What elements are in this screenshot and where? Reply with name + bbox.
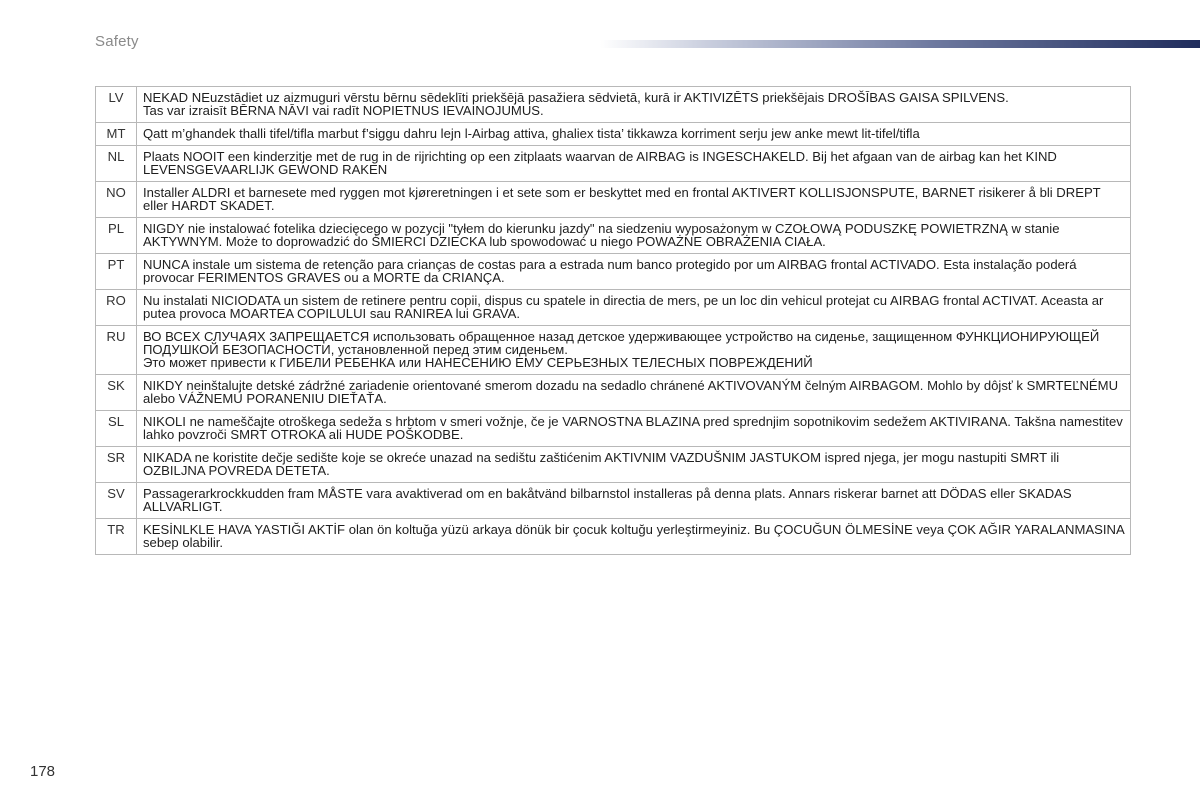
warning-text-line: Installer ALDRI et barnesete med ryggen mot kjøreretningen i et sete som er beskyttet med en frontal AKTIVERT KOLLISJONSPUTE, BARNET risikerer å bli DREPT eller HARDT SKADET. [143, 185, 1101, 213]
header-gradient-bar [600, 40, 1200, 48]
language-code: SK [96, 375, 137, 411]
warning-text [137, 218, 1131, 254]
language-code: SV [96, 483, 137, 519]
warning-row-sr [96, 447, 1131, 483]
warning-row-sk [96, 375, 1131, 411]
language-code: TR [96, 519, 137, 555]
language-code: NL [96, 146, 137, 182]
warning-text-line: NIKDY neinštalujte detské zádržné zariadenie orientované smerom dozadu na sedadlo chránené AKTIVOVANÝM čelným AIRBAGOM. Mohlo by dôjsť k SMRTEĽNÉMU alebo VÁŽNEMU PORANENIU DIEŤAŤA. [143, 378, 1119, 406]
warning-text [137, 146, 1131, 182]
language-code: RO [96, 290, 137, 326]
warning-text [137, 519, 1131, 555]
warning-text-line: Nu instalati NICIODATA un sistem de retinere pentru copii, dispus cu spatele in directia de mers, pe un loc din vehicul protejat cu AIRBAG frontal ACTIVAT. Aceasta ar putea provoca MOARTEA COPILULUI sau RANIREA lui GRAVA. [143, 293, 1104, 321]
warning-row-no [96, 182, 1131, 218]
warning-table-body [96, 87, 1131, 555]
warning-row-mt [96, 123, 1131, 146]
warning-text [137, 182, 1131, 218]
warning-row-lv [96, 87, 1131, 123]
warning-text-line: Qatt m’ghandek thalli tifel/tifla marbut f’siggu dahru lejn l-Airbag attiva, ghaliex tista’ tikkawza korriment serju jew anke mewt lit-tifel/tifla [143, 126, 920, 141]
warning-row-tr [96, 519, 1131, 555]
language-code: SL [96, 411, 137, 447]
section-title: Safety [95, 33, 139, 50]
warning-text-line: NEKAD NEuzstādiet uz aizmuguri vērstu bērnu sēdeklīti priekšējā pasažiera sēdvietā, kurā ir AKTIVIZĒTS priekšējais DROŠĪBAS GAISA SPILVENS. [143, 90, 1009, 105]
airbag-warning-table [95, 86, 1131, 555]
language-code: NO [96, 182, 137, 218]
warning-row-sv [96, 483, 1131, 519]
warning-row-pt [96, 254, 1131, 290]
warning-text [137, 411, 1131, 447]
language-code: PL [96, 218, 137, 254]
warning-text-line: KESİNLKLE HAVA YASTIĞI AKTİF olan ön koltuğa yüzü arkaya dönük bir çocuk koltuğu yerleştirmeyiniz. Bu ÇOCUĞUN ÖLMESİNE veya ÇOK AĞIR YARALANMASINA sebep olabilir. [143, 522, 1124, 550]
warning-text-line: Tas var izraisīt BĒRNA NĀVI vai radīt NOPIETNUS IEVAINOJUMUS. [143, 103, 544, 118]
warning-row-sl [96, 411, 1131, 447]
warning-text-line: ВО ВСЕХ СЛУЧАЯХ ЗАПРЕЩАЕТСЯ использовать обращенное назад детское удерживающее устройство на сиденье, защищенном ФУНКЦИОНИРУЮЩЕЙ ПОДУШКОЙ БЕЗОПАСНОСТИ, установленной перед этим сиденьем. [143, 329, 1100, 357]
warning-text [137, 375, 1131, 411]
warning-text-line: NIGDY nie instalować fotelika dziecięcego w pozycji "tyłem do kierunku jazdy" na siedzeniu wyposażonym w CZOŁOWĄ PODUSZKĘ POWIETRZNĄ w stanie AKTYWNYM. Może to doprowadzić do ŚMIERCI DZIECKA lub spowodować u niego POWAŻNE OBRAŻENIA CIAŁA. [143, 221, 1060, 249]
warning-text-line: NIKADA ne koristite dečje sedište koje se okreće unazad na sedištu zaštićenim AKTIVNIM VAZDUŠNIM JASTUKOM ispred njega, jer mogu nastupiti SMRT ili OZBILJNA POVREDA DETETA. [143, 450, 1060, 478]
warning-text-line: Passagerarkrockkudden fram MÅSTE vara avaktiverad om en bakåtvänd bilbarnstol installeras på denna plats. Annars riskerar barnet att DÖDAS eller SKADAS ALLVARLIGT. [143, 486, 1072, 514]
warning-row-ro [96, 290, 1131, 326]
warning-text [137, 123, 1131, 146]
language-code: LV [96, 87, 137, 123]
warning-text [137, 290, 1131, 326]
warning-text-line: Это может привести к ГИБЕЛИ РЕБЕНКА или НАНЕСЕНИЮ ЕМУ СЕРЬЕЗНЫХ ТЕЛЕСНЫХ ПОВРЕЖДЕНИЙ [143, 355, 813, 370]
page-number: 178 [30, 763, 56, 780]
warning-text [137, 447, 1131, 483]
warning-text-line: NIKOLI ne nameščajte otroškega sedeža s hrbtom v smeri vožnje, če je VARNOSTNA BLAZINA pred sprednjim sopotnikovim sedežem AKTIVIRANA. Takšna namestitev lahko povzroči SMRT OTROKA ali HUDE POŠKODBE. [143, 414, 1123, 442]
warning-text [137, 483, 1131, 519]
warning-text [137, 87, 1131, 123]
warning-text-line: Plaats NOOIT een kinderzitje met de rug in de rijrichting op een zitplaats waarvan de AIRBAG is INGESCHAKELD. Bij het afgaan van de airbag kan het KIND LEVENSGEVAARLIJK GEWOND RAKEN [143, 149, 1057, 177]
warning-row-nl [96, 146, 1131, 182]
language-code: SR [96, 447, 137, 483]
language-code: RU [96, 326, 137, 375]
warning-text [137, 254, 1131, 290]
language-code: PT [96, 254, 137, 290]
warning-row-ru [96, 326, 1131, 375]
warning-text [137, 326, 1131, 375]
warning-text-line: NUNCA instale um sistema de retenção para crianças de costas para a estrada num banco protegido por um AIRBAG frontal ACTIVADO. Esta instalação poderá provocar FERIMENTOS GRAVES ou a MORTE da CRIANÇA. [143, 257, 1077, 285]
warning-row-pl [96, 218, 1131, 254]
language-code: MT [96, 123, 137, 146]
